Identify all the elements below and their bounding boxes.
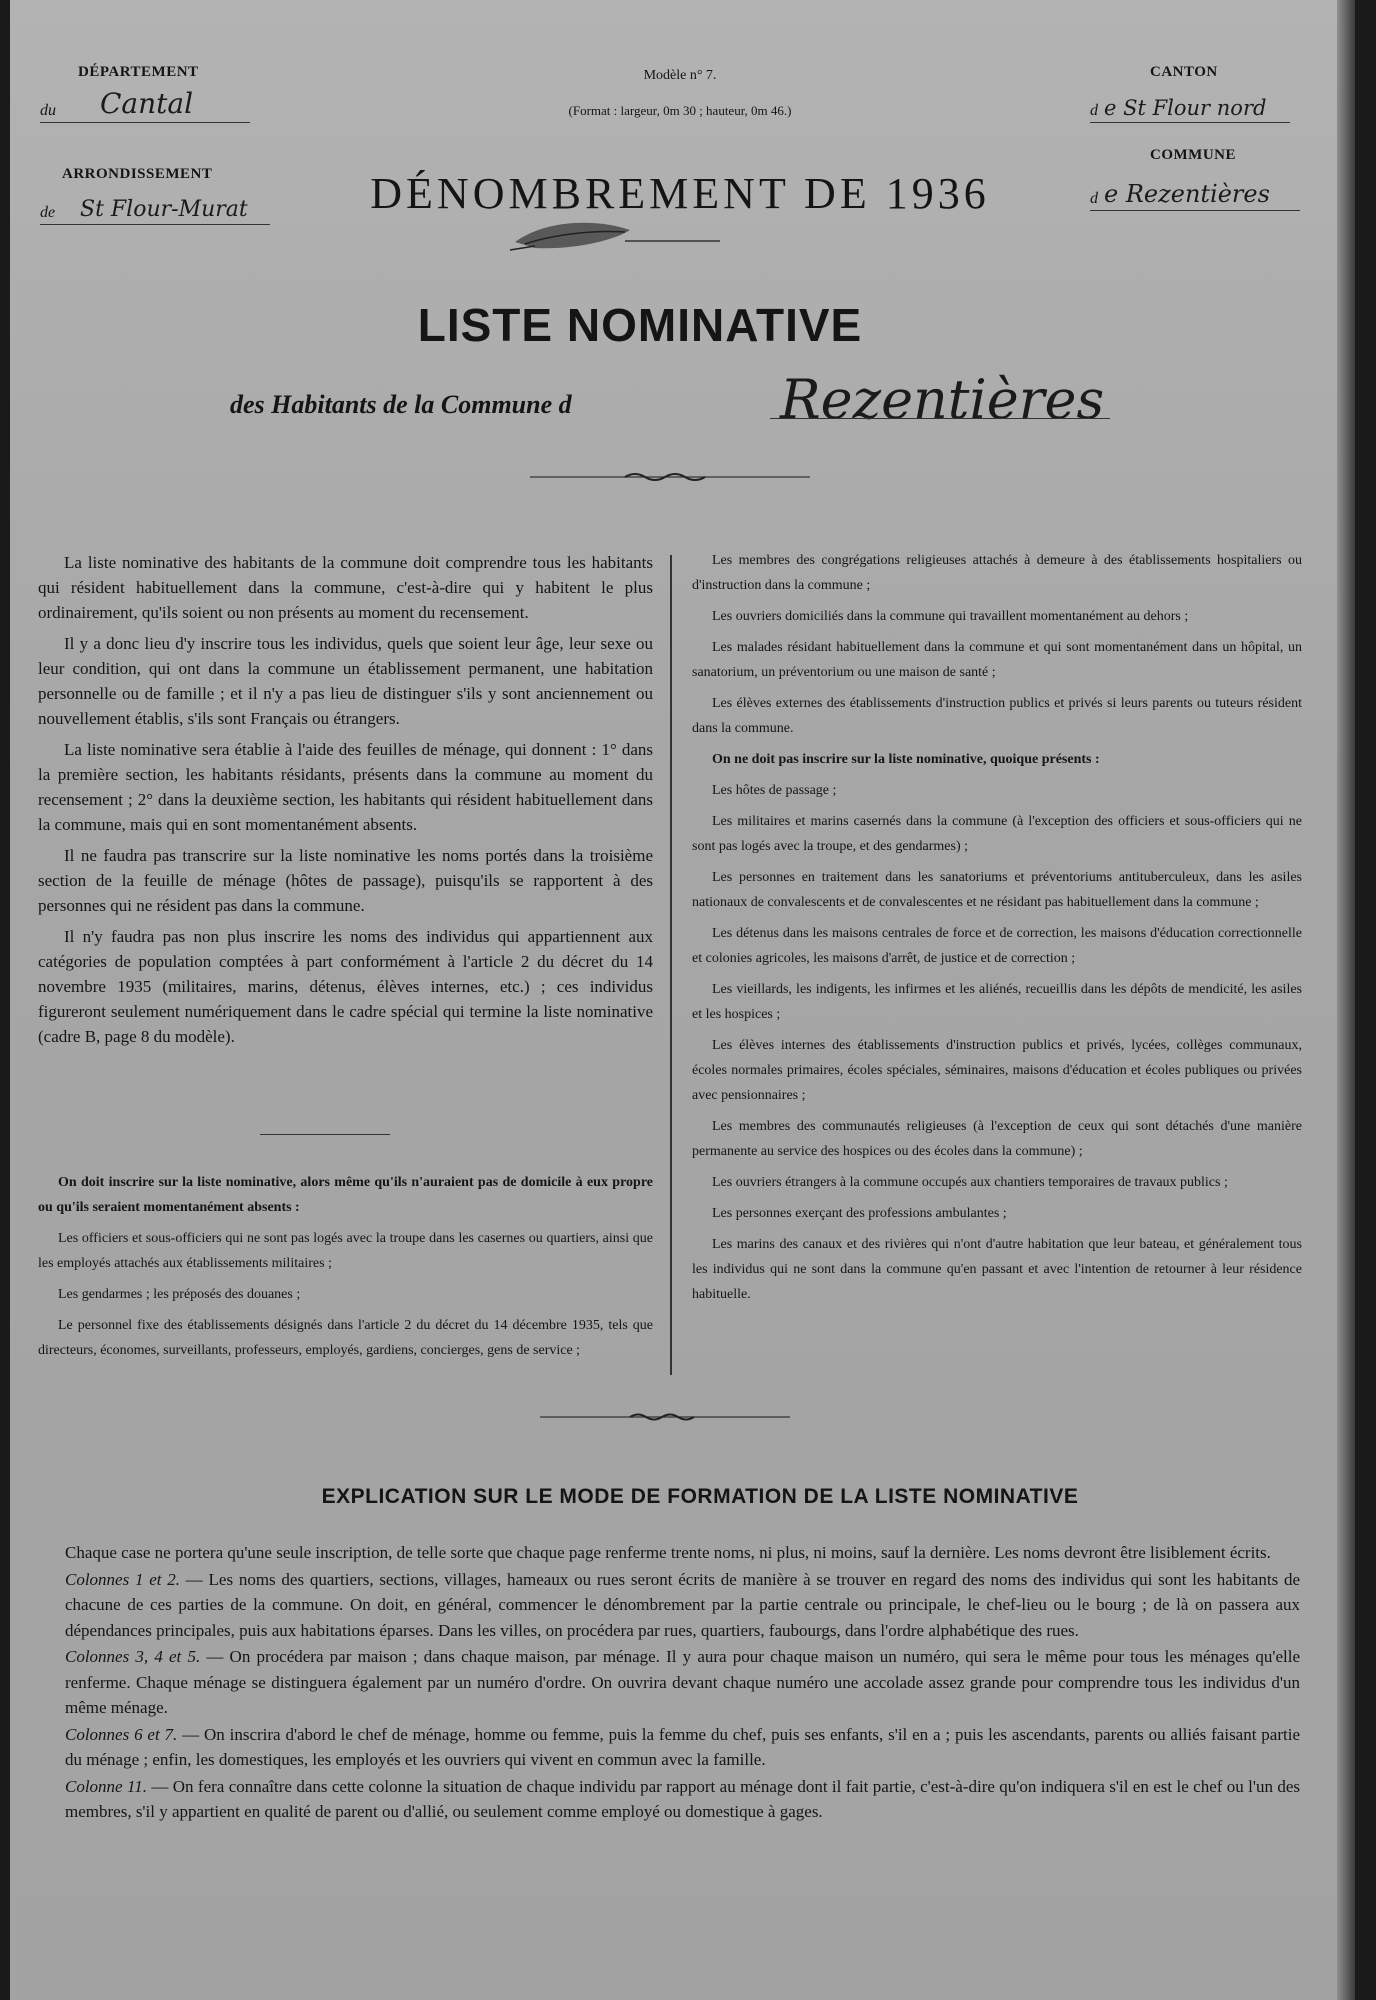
commune-label: COMMUNE <box>1150 147 1236 163</box>
liste-nominative-title: LISTE NOMINATIVE <box>417 299 863 351</box>
list-item: Les officiers et sous-officiers qui ne sont pas logés avec la troupe dans les casernes ou quartiers, ainsi que les employés attachés aux établissements militaires ; <box>38 1231 653 1271</box>
explication-paragraph <box>65 1774 1300 1825</box>
canton-prefix: d <box>1090 102 1098 119</box>
commune-value: e Rezentières <box>1104 180 1270 208</box>
commune-handwritten: Rezentières <box>780 368 1105 431</box>
list-item: Les personnes exerçant des professions ambulantes ; <box>712 1206 1007 1221</box>
explication-title: EXPLICATION SUR LE MODE DE FORMATION DE LA LISTE NOMINATIVE <box>321 1485 1079 1508</box>
list-item: Les militaires et marins casernés dans la commune (à l'exception des officiers et sous-officiers qui ne sont pas logés avec la troupe, et des gendarmes) ; <box>692 814 1302 854</box>
left-paragraph: Il n'y faudra pas non plus inscrire les noms des individus qui appartiennent aux catégories de population comptées à part conformément à l'article 2 du décret du 14 novembre 1935 (militaires, marins, détenus, élèves internes, etc.) ; ces individus figureront seulement numériquement dans le cadre spécial qui termine la liste nominative (cadre B, page 8 du modèle). <box>38 927 653 1046</box>
habitants-subtitle: des Habitants de la Commune d <box>230 390 572 419</box>
divider-ornament-icon <box>540 1410 790 1424</box>
left-section-rule <box>260 1134 390 1135</box>
explication-body: — Les noms des quartiers, sections, villages, hameaux ou rues seront écrits de manière à se trouver en regard des noms des individus qui sont les habitants de chacune de ces parties de la commune. On doit, en général, commencer le dénombrement par la partie centrale ou principale, le chef-lieu ou le bourg ; de là on passera aux dépendances principales, puis aux habitations éparses. Dans les villes, on procédera par rues, quartiers, faubourgs, dans l'ordre alphabétique des rues. <box>65 1569 1300 1640</box>
explication-body: — On inscrira d'abord le chef de ménage, homme ou femme, puis la femme du chef, puis ses enfants, s'il en a ; puis les ascendants, parents ou alliés faisant partie du ménage ; enfin, les domestiques, les employés et les ouvriers qui vivent en commun avec la famille. <box>65 1724 1300 1769</box>
list-item: Les hôtes de passage ; <box>712 783 837 798</box>
left-inscription-heading: On doit inscrire sur la liste nominative, alors même qu'ils n'auraient pas de domicile à eux propre ou qu'ils seraient momentanément absents : <box>38 1175 653 1215</box>
explication-lead: Colonne 11. <box>65 1776 147 1796</box>
list-item: Les ouvriers étrangers à la commune occupés aux chantiers temporaires de travaux publics ; <box>712 1175 1228 1190</box>
list-item: Les membres des communautés religieuses (à l'exception de ceux qui sont détachés d'une manière permanente au service des hospices ou des écoles dans la commune) ; <box>692 1119 1302 1159</box>
explication-paragraph <box>65 1567 1300 1644</box>
departement-prefix: du <box>40 102 56 119</box>
list-item: Le personnel fixe des établissements désignés dans l'article 2 du décret du 14 décembre 1935, tels que directeurs, économes, surveillants, professeurs, employés, gardiens, concierges, gens de service ; <box>38 1318 653 1358</box>
departement-label: DÉPARTEMENT <box>78 64 199 80</box>
explication-body: — On fera connaître dans cette colonne la situation de chaque individu par rapport au ménage dont il fait partie, c'est-à-dire qu'on indiquera s'il en est le chef ou l'un des membres, s'il y appartient en qualité de parent ou d'allié, ou seulement comme employé ou domestique à gages. <box>65 1776 1300 1821</box>
explication-paragraph <box>65 1722 1300 1773</box>
list-item: Les vieillards, les indigents, les infirmes et les aliénés, recueillis dans les dépôts de mendicité, les asiles et les hospices ; <box>692 982 1302 1022</box>
page-edge-shadow <box>1337 0 1355 2000</box>
departement-value: Cantal <box>100 87 194 120</box>
modele-number: Modèle n° 7. <box>643 68 717 83</box>
explication-body: — On procédera par maison ; dans chaque maison, par ménage. Il y aura pour chaque maison un numéro, qui sera le même pour tous les ménages qu'elle renferme. Chaque ménage se distinguera également par un numéro d'ordre. On ouvrira devant chaque numéro une accolade assez grande pour comprendre tous les individus d'un même ménage. <box>65 1647 1300 1717</box>
left-paragraph: Il ne faudra pas transcrire sur la liste nominative les noms portés dans la troisième section de la feuille de ménage (hôtes de passage), puisqu'ils se rapportent à des personnes qui ne résident pas dans la commune. <box>38 846 653 915</box>
arrondissement-field <box>40 194 270 225</box>
canton-field <box>1090 92 1290 123</box>
left-inscription-list <box>38 1170 653 1369</box>
list-item: Les gendarmes ; les préposés des douanes ; <box>58 1287 301 1302</box>
arrondissement-label: ARRONDISSEMENT <box>62 166 213 182</box>
left-paragraph: La liste nominative des habitants de la commune doit comprendre tous les habitants qui résident habituellement dans la commune, c'est-à-dire qui y habitent le plus ordinairement, qu'ils soient ou non présents au moment du recensement. <box>38 553 653 622</box>
commune-prefix: d <box>1090 190 1098 207</box>
explication-paragraph <box>65 1644 1300 1721</box>
denombrement-title: DÉNOMBREMENT DE 1936 <box>370 169 990 218</box>
list-item: Les élèves internes des établissements d'instruction publics et privés, lycées, collèges communaux, écoles normales primaires, écoles spéciales, séminaires, maisons d'éducation et écoles publiques ou privées avec pensionnaires ; <box>692 1038 1302 1103</box>
format-note: (Format : largeur, 0m 30 ; hauteur, 0m 46.) <box>568 103 792 118</box>
explication-intro: Chaque case ne portera qu'une seule inscription, de telle sorte que chaque page renferme trente noms, ni plus, ni moins, sauf la dernière. Les noms devront être lisiblement écrits. <box>65 1543 1271 1562</box>
list-item: Les marins des canaux et des rivières qui n'ont d'autre habitation que leur bateau, et généralement tous les individus qui ne sont dans la commune qu'en passant et avec l'intention de retourner à leur résidence habituelle. <box>692 1237 1302 1302</box>
commune-underline <box>770 418 1110 419</box>
left-column-text <box>38 550 653 1055</box>
canton-label: CANTON <box>1150 64 1218 80</box>
list-item: Les élèves externes des établissements d'instruction publics et privés si leurs parents ou tuteurs résident dans la commune. <box>692 696 1302 736</box>
explication-lead: Colonnes 1 et 2. <box>65 1569 181 1589</box>
arrondissement-value: St Flour-Murat <box>80 197 248 222</box>
list-item: Les malades résidant habituellement dans la commune et qui sont momentanément dans un hôpital, un sanatorium, un préventorium ou une maison de santé ; <box>692 640 1302 680</box>
explication-text <box>65 1540 1300 1826</box>
arrondissement-prefix: de <box>40 204 56 221</box>
divider-ornament-icon <box>530 470 810 484</box>
census-page <box>10 0 1355 2000</box>
list-item: Les personnes en traitement dans les sanatoriums et préventoriums antituberculeux, dans les asiles nationaux de convalescents et de convalescentes et ne résidant pas habituellement dans la commune ; <box>692 870 1302 910</box>
commune-field <box>1090 180 1300 211</box>
left-paragraph: La liste nominative sera établie à l'aide des feuilles de ménage, qui donnent : 1° dans la première section, les habitants résidants, présents dans la commune au moment du recensement ; 2° dans la deuxième section, les habitants qui résident habituellement dans la commune, mais qui en sont momentanément absents. <box>38 740 653 834</box>
column-divider <box>670 555 672 1375</box>
canton-value: e St Flour nord <box>1104 96 1267 120</box>
list-item: Les membres des congrégations religieuses attachés à demeure à des établissements hospitaliers ou d'instruction dans la commune ; <box>692 553 1302 593</box>
list-item: Les ouvriers domiciliés dans la commune qui travaillent momentanément au dehors ; <box>712 609 1189 624</box>
explication-lead: Colonnes 3, 4 et 5. <box>65 1647 201 1666</box>
right-exclusion-heading: On ne doit pas inscrire sur la liste nominative, quoique présents : <box>712 752 1100 767</box>
departement-field <box>40 87 250 123</box>
right-column-text <box>692 548 1302 1313</box>
left-paragraph: Il y a donc lieu d'y inscrire tous les individus, quels que soient leur âge, leur sexe ou leur condition, qui ont dans la commune un établissement permanent, une habitation personnelle ou de famille ; et il n'y a pas lieu de distinguer s'ils y sont anciennement ou nouvellement établis, s'ils sont Français ou étrangers. <box>38 634 653 728</box>
list-item: Les détenus dans les maisons centrales de force et de correction, les maisons d'éducation correctionnelle et colonies agricoles, les maisons d'arrêt, de justice et de correction ; <box>692 926 1302 966</box>
quill-ornament-icon <box>505 210 725 270</box>
explication-lead: Colonnes 6 et 7. <box>65 1724 178 1744</box>
